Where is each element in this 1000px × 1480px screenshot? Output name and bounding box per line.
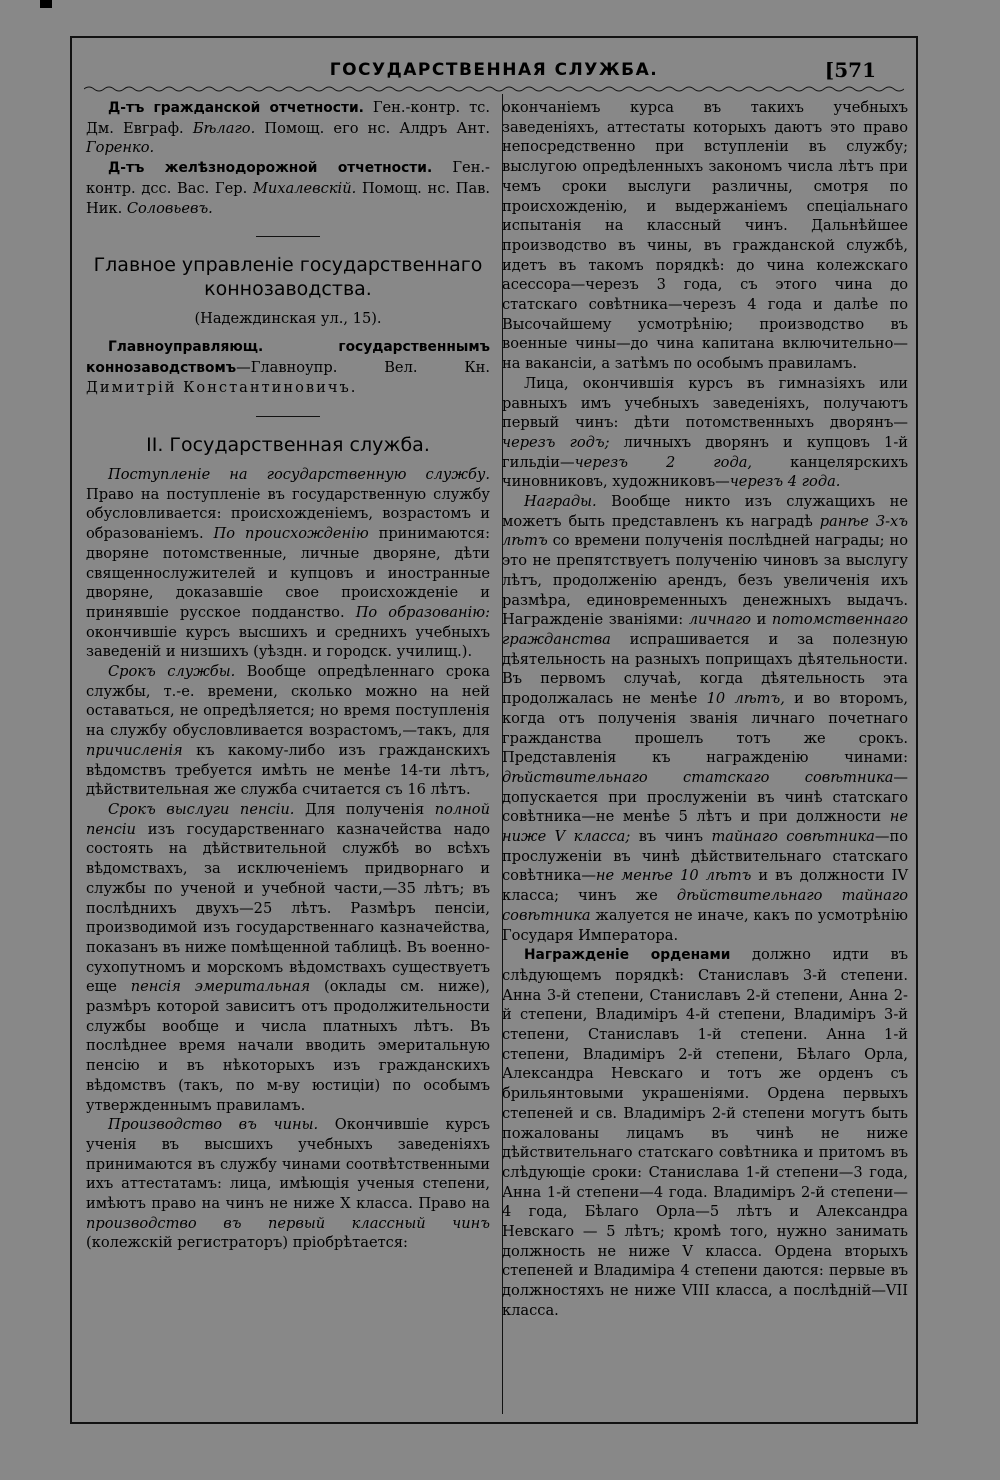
paragraph-first-rank (502, 374, 908, 492)
emphasis: потомственнаго гражданства (502, 611, 908, 648)
person-name: Бѣлаго. (192, 119, 256, 137)
person-name: Соловьевъ. (126, 199, 213, 217)
dept-heading: Д-тъ гражданской отчетности. (108, 100, 364, 116)
text: изъ государственнаго казначейства надо состоять на дѣйствительной службѣ во всѣхъ вѣдомствахъ, за исключеніемъ придворнаго и службы по ученой и учебной части,—35 лѣтъ; въ послѣднихъ двухъ—25 лѣтъ. Размѣръ пенсіи, производимой изъ государственнаго казначейства, показанъ въ ниже помѣщенной таблицѣ. Въ военно-сухопутномъ и морскомъ вѣдомствахъ существуетъ еще (86, 820, 490, 996)
emphasis: полной пенсіи (86, 800, 490, 838)
section-address: (Надеждинская ул., 15). (194, 310, 382, 328)
text: —по прослуженіи въ чинѣ дѣйствительнаго статскаго совѣтника— (502, 828, 908, 885)
paragraph-heading: Поступленіе на государственную службу. (108, 466, 490, 484)
paragraph-civil-accounting (86, 98, 490, 158)
text: окончившіе курсъ высшихъ и среднихъ учебныхъ заведеній и низшихъ (уѣздн. и городск. училищ.). (86, 623, 490, 661)
emphasis: дѣйствительнаго статскаго совѣтника (502, 768, 894, 786)
text: и во второмъ, когда отъ полученія званія личнаго почетнаго гражданства прошелъ тотъ же срокъ. Представленія къ награжденію чинами: (502, 690, 908, 767)
text: канцелярскихъ чиновниковъ, художниковъ— (502, 453, 908, 491)
text: жалуется не иначе, какъ по усмотрѣнію Государя Императора. (502, 906, 908, 944)
paragraph-admission (86, 465, 490, 662)
emphasis: черезъ годъ; (502, 433, 610, 451)
paragraph-promotion (86, 1115, 490, 1253)
section-divider (256, 236, 320, 237)
text: и (751, 611, 772, 629)
emphasis: пенсія эмеритальная (130, 978, 311, 996)
emphasis: не ниже V класса; (502, 808, 908, 846)
wavy-rule (84, 85, 904, 93)
text: со времени полученія послѣдней награды; но это не препятствуетъ полученію чиновъ за выслугу лѣтъ, продолженію арендъ, безъ увеличенія ихъ размѣра, единовременныхъ денежныхъ выдачъ. Награжденіе званіями: (502, 532, 908, 629)
right-column (502, 98, 908, 1321)
page-number: [571 (824, 58, 876, 82)
person-name: Михалевскій. (252, 179, 357, 197)
text: Помощ. его нс. Алдръ Ант. (255, 119, 490, 137)
person-name: Димитрій Константиновичъ. (86, 379, 358, 397)
emphasis: По происхожденію (213, 525, 369, 543)
emphasis: дѣйствительнаго тайнаго совѣтника (502, 887, 908, 924)
emphasis: производство въ первый классный чинъ (86, 1214, 490, 1232)
running-title: ГОСУДАРСТВЕННАЯ СЛУЖБА. (329, 60, 659, 80)
text: въ чинъ (630, 828, 712, 846)
emphasis: черезъ 2 года, (574, 453, 753, 471)
text: къ какому-либо изъ гражданскихъ вѣдомствъ требуется имѣть не менѣе 14-ти лѣтъ, дѣйствительная же служба считается съ 16 лѣтъ. (86, 741, 490, 799)
text: (оклады см. ниже), размѣръ которой зависитъ отъ продолжительности службы вообще и числа платныхъ лѣтъ. Въ послѣднее время начали вводить эмеритальную пенсію и въ нѣкоторыхъ изъ гражданскихъ вѣдомствъ (такъ, по м-ву юстиціи) по особымъ утвержденнымъ правиламъ. (86, 978, 490, 1114)
dept-heading: Д-тъ желѣзнодорожной отчетности. (108, 160, 433, 177)
paragraph-promotion-continued: окончаніемъ курса въ такихъ учебныхъ заведеніяхъ, аттестаты которыхъ даютъ это право непосредственно при вступленіи въ службу; выслугою опредѣленныхъ закономъ числа лѣтъ при чемъ сроки выслуги различны, смотря по происхожденію, и выдержаніемъ спеціальнаго испытанія на классный чинъ. Дальнѣйшее производство въ чины, въ гражданской службѣ, идетъ въ такомъ порядкѣ: до чина колежскаго асессора—черезъ 3 года, съ этого чина до статскаго совѣтника—черезъ 4 года и далѣе по Высочайшему усмотрѣнію; производство въ военные чины—до чина капитана включительно—на вакансіи, а затѣмъ по особымъ правиламъ. (502, 99, 908, 373)
paragraph-service-term (86, 662, 490, 800)
emphasis: причисленія (86, 741, 183, 759)
text: (колежскій регистраторъ) пріобрѣтается: (86, 1234, 408, 1252)
emphasis: личнаго (688, 611, 752, 629)
text: —допускается при прослуженіи въ чинѣ статскаго совѣтника—не менѣе 5 лѣтъ и при должности (502, 768, 908, 826)
text: Ген.-контр. тс. Дм. Евграф. (86, 99, 490, 137)
section-divider (256, 416, 320, 417)
emphasis: тайнаго совѣтника (711, 828, 875, 846)
text: Вообще никто изъ служащихъ не можетъ быть представленъ къ наградѣ (502, 493, 908, 530)
emphasis: ранѣе 3-хъ лѣтъ (502, 512, 908, 550)
text: Лица, окончившія курсъ въ гимназіяхъ или равныхъ имъ учебныхъ заведеніяхъ, получаютъ первый чинъ: дѣти потомственныхъ дворянъ— (502, 374, 908, 432)
text: личныхъ дворянъ и купцовъ 1-й гильдіи— (502, 433, 908, 471)
scan-corner-mark (40, 0, 52, 8)
text: должно идти въ слѣдующемъ порядкѣ: Станиславъ 3-й степени. Анна 3-й степени, Станиславъ 2-й степени, Анна 2-й степени, Владиміръ 4-й степени, Владиміръ 3-й степени, Станиславъ 1-й степени. Анна 1-й степени, Владиміръ 2-й степени, Бѣлаго Орла, Александра Невскаго и тотъ же орденъ съ брильянтовыми украшеніями. Ордена первыхъ степеней и св. Владиміръ 2-й степени могутъ быть пожалованы лицамъ въ чинѣ не ниже дѣйствительнаго статскаго совѣтника и притомъ въ слѣдующіе сроки: Станислава 1-й степени—3 года, Анна 1-й степени—4 года. Владиміръ 2-й степени—4 года, Бѣлаго Орла—5 лѣтъ и Александра Невскаго — 5 лѣтъ; кромѣ того, нужно занимать должность не ниже V класса. Ордена вторыхъ степеней и Владиміра 4 степени даются: первые въ должностяхъ не ниже VIII класса, а послѣдній—VII класса. (502, 946, 908, 1319)
page-frame (70, 36, 918, 1424)
paragraph-orders (502, 945, 908, 1320)
paragraph-chief-administrator (86, 337, 490, 398)
text: принимаются: дворяне потомственные, личные дворяне, дѣти священнослужителей и купцовъ и иностранные дворяне, доказавшіе свое происхожденіе и принявшіе русское подданство. (86, 525, 490, 621)
left-column (86, 98, 490, 1253)
section-title-horse-breeding: Главное управленіе государственнаго коннозаводства. (93, 254, 483, 301)
emphasis: По образованію: (355, 603, 491, 621)
text: Право на поступленіе въ государственную службу обусловливается: происхожденіемъ, возрастомъ и образованіемъ. (86, 485, 490, 543)
paragraph-heading: Срокъ службы. (108, 663, 236, 681)
paragraph-heading: Награжденіе орденами (524, 947, 731, 964)
emphasis: черезъ 4 года. (729, 473, 841, 491)
text: Окончившіе курсъ ученія въ высшихъ учебныхъ заведеніяхъ принимаются въ службу чинами соотвѣтственными ихъ аттестатамъ: лица, имѣющія ученыя степени, имѣютъ право на чинъ не ниже X класса. Право на (86, 1116, 490, 1213)
text: Ген.-контр. дсс. Вас. Гер. (86, 159, 490, 197)
emphasis: не менѣе 10 лѣтъ (595, 867, 752, 885)
text: и въ должности IV класса; чинъ же (502, 867, 908, 905)
paragraph-heading: Производство въ чины. (108, 1116, 319, 1134)
paragraph-railway-accounting (86, 158, 490, 218)
text: Вообще опредѣленнаго срока службы, т.-е. времени, сколько можно на ней оставаться, не опредѣляется; но время поступленія на службу обусловливается возрастомъ,—такъ, для (86, 663, 490, 740)
emphasis: 10 лѣтъ, (706, 690, 785, 708)
section-title-state-service: II. Государственная служба. (146, 434, 430, 457)
page-header (72, 38, 916, 88)
paragraph-pension (86, 800, 490, 1115)
text: испрашивается и за полезную дѣятельность на разныхъ поприщахъ дѣятельности. Въ первомъ случаѣ, когда дѣятельность эта продолжалась не менѣе (502, 630, 908, 708)
person-name: Горенко. (86, 139, 155, 157)
text: —Главноупр. Вел. Кн. (236, 358, 490, 376)
text: Помощ. нс. Пав. Ник. (86, 179, 490, 217)
position-heading: Главноуправляющ. государственнымъ коннозаводствомъ (86, 338, 490, 376)
paragraph-heading: Срокъ выслуги пенсіи. (108, 800, 295, 818)
text: Для полученія (294, 800, 435, 818)
paragraph-heading: Награды. (524, 493, 597, 511)
paragraph-awards (502, 492, 908, 945)
